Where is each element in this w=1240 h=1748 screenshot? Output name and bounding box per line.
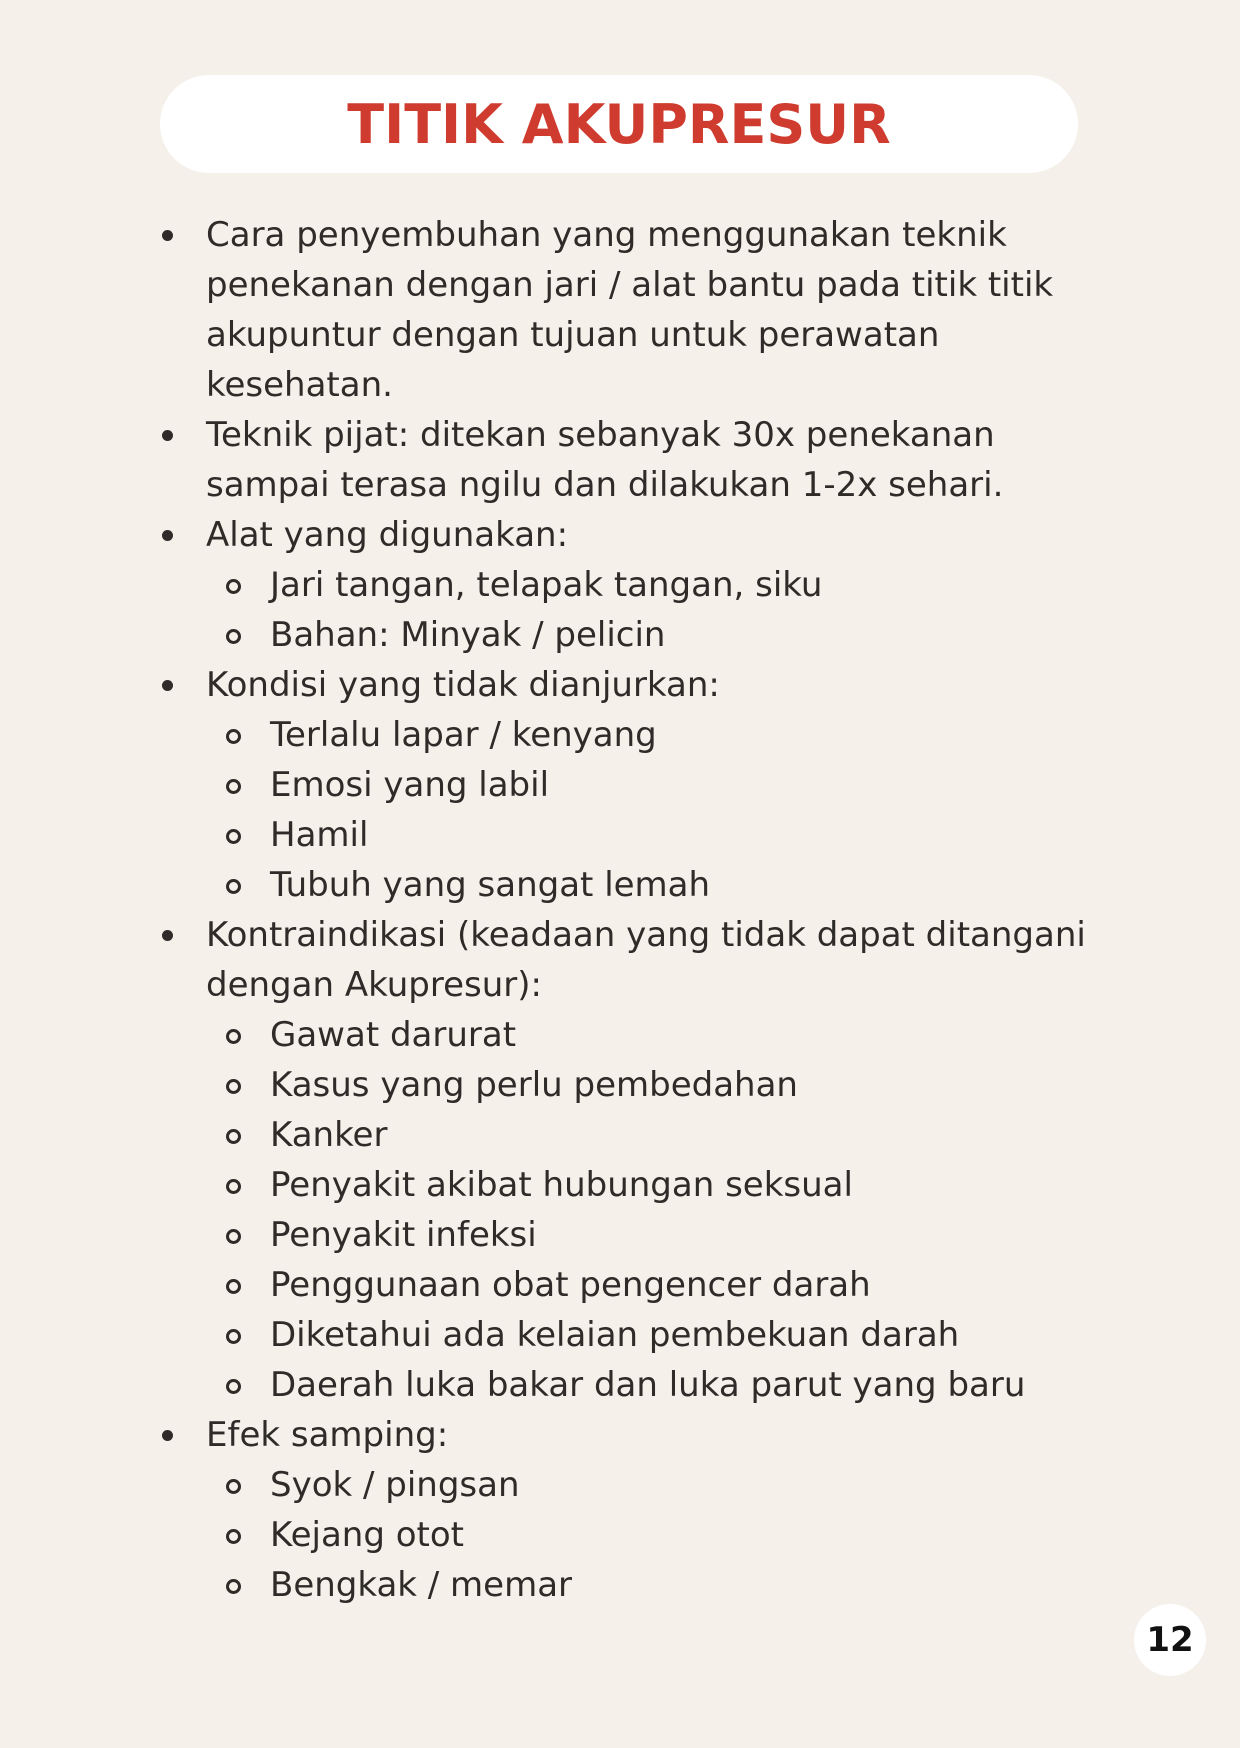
list-item-text: Cara penyembuhan yang menggunakan teknik penekanan dengan jari / alat bantu pada titik titik akupuntur dengan tujuan untuk perawatan kesehatan.	[206, 215, 1054, 405]
list-item	[160, 210, 1090, 410]
sub-item-text: Terlalu lapar / kenyang	[270, 715, 657, 755]
bullet-disc-icon	[162, 680, 173, 691]
bullet-circle-icon	[226, 1279, 241, 1294]
sub-item-text: Penggunaan obat pengencer darah	[270, 1265, 871, 1305]
list-item-text: Efek samping:	[206, 1415, 449, 1455]
bullet-disc-icon	[162, 930, 173, 941]
sub-list	[206, 1010, 1090, 1410]
sub-list-item	[206, 1510, 1090, 1560]
sub-item-text: Penyakit infeksi	[270, 1215, 537, 1255]
bullet-disc-icon	[162, 530, 173, 541]
sub-list-item	[206, 1560, 1090, 1610]
bullet-circle-icon	[226, 1029, 241, 1044]
sub-item-text: Kasus yang perlu pembedahan	[270, 1065, 798, 1105]
sub-list-item	[206, 560, 1090, 610]
title-banner	[160, 75, 1078, 173]
sub-list	[206, 710, 1090, 910]
list-item-text: Kondisi yang tidak dianjurkan:	[206, 665, 720, 705]
page-title: TITIK AKUPRESUR	[347, 92, 891, 156]
list-item-text: Kontraindikasi (keadaan yang tidak dapat ditangani dengan Akupresur):	[206, 915, 1086, 1005]
sub-item-text: Bengkak / memar	[270, 1565, 573, 1605]
bullet-circle-icon	[226, 729, 241, 744]
bullet-circle-icon	[226, 1179, 241, 1194]
sub-item-text: Kanker	[270, 1115, 388, 1155]
list-item-text: Alat yang digunakan:	[206, 515, 569, 555]
sub-item-text: Kejang otot	[270, 1515, 465, 1555]
list-item	[160, 1410, 1090, 1610]
sub-list-item	[206, 610, 1090, 660]
sub-list-item	[206, 760, 1090, 810]
bullet-circle-icon	[226, 629, 241, 644]
list-item	[160, 410, 1090, 510]
sub-item-text: Hamil	[270, 815, 369, 855]
sub-item-text: Jari tangan, telapak tangan, siku	[270, 565, 823, 605]
list-item	[160, 910, 1090, 1410]
page-number: 12	[1134, 1604, 1206, 1676]
sub-list-item	[206, 810, 1090, 860]
sub-item-text: Daerah luka bakar dan luka parut yang baru	[270, 1365, 1026, 1405]
sub-list-item	[206, 1010, 1090, 1060]
bullet-circle-icon	[226, 1079, 241, 1094]
bullet-circle-icon	[226, 1229, 241, 1244]
sub-item-text: Penyakit akibat hubungan seksual	[270, 1165, 853, 1205]
bullet-circle-icon	[226, 1479, 241, 1494]
bullet-circle-icon	[226, 1579, 241, 1594]
list-item-text: Teknik pijat: ditekan sebanyak 30x penekanan sampai terasa ngilu dan dilakukan 1-2x sehari.	[206, 415, 1004, 505]
sub-item-text: Syok / pingsan	[270, 1465, 520, 1505]
bullet-circle-icon	[226, 1529, 241, 1544]
sub-list-item	[206, 1160, 1090, 1210]
sub-list-item	[206, 1110, 1090, 1160]
sub-list-item	[206, 860, 1090, 910]
bullet-disc-icon	[162, 430, 173, 441]
sub-list-item	[206, 1260, 1090, 1310]
sub-list-item	[206, 1460, 1090, 1510]
sub-list	[206, 1460, 1090, 1610]
sub-item-text: Diketahui ada kelaian pembekuan darah	[270, 1315, 960, 1355]
bullet-circle-icon	[226, 1129, 241, 1144]
sub-item-text: Gawat darurat	[270, 1015, 517, 1055]
sub-item-text: Tubuh yang sangat lemah	[270, 865, 711, 905]
bullet-circle-icon	[226, 779, 241, 794]
main-list	[160, 210, 1090, 1610]
bullet-circle-icon	[226, 879, 241, 894]
sub-list-item	[206, 1210, 1090, 1260]
sub-list-item	[206, 710, 1090, 760]
sub-list	[206, 560, 1090, 660]
list-item	[160, 510, 1090, 660]
content-area	[160, 210, 1090, 1610]
list-item	[160, 660, 1090, 910]
bullet-circle-icon	[226, 1379, 241, 1394]
sub-item-text: Emosi yang labil	[270, 765, 550, 805]
bullet-disc-icon	[162, 230, 173, 241]
bullet-disc-icon	[162, 1430, 173, 1441]
sub-list-item	[206, 1310, 1090, 1360]
sub-list-item	[206, 1060, 1090, 1110]
sub-item-text: Bahan: Minyak / pelicin	[270, 615, 666, 655]
sub-list-item	[206, 1360, 1090, 1410]
bullet-circle-icon	[226, 1329, 241, 1344]
bullet-circle-icon	[226, 579, 241, 594]
bullet-circle-icon	[226, 829, 241, 844]
